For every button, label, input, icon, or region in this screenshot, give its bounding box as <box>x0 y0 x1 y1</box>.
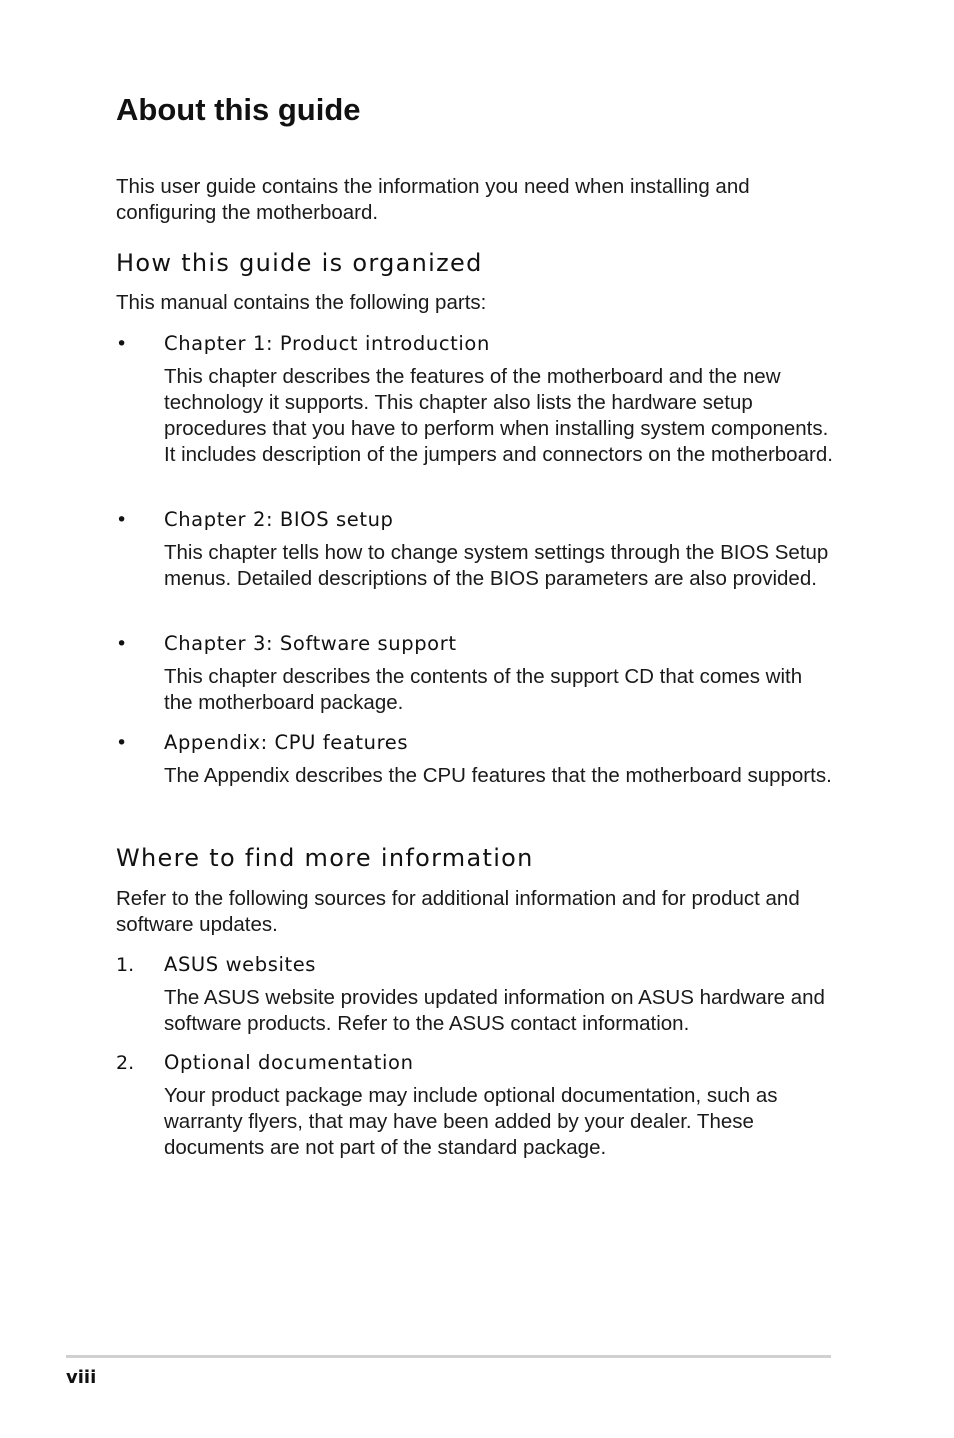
item-description: This chapter describes the features of the motherboard and the new technology it supports. This chapter also lists the hardware setup procedures that you have to perform when installing system components. It includes description of the jumpers and connectors on the motherboard. <box>164 365 833 466</box>
item-description: Your product package may include optional documentation, such as warranty flyers, that may have been added by your dealer. These documents are not part of the standard package. <box>164 1084 778 1159</box>
item-description: This chapter describes the contents of the support CD that comes with the motherboard package. <box>164 665 803 714</box>
page-number: viii <box>66 1367 97 1388</box>
section-heading-organized: How this guide is organized <box>116 249 483 277</box>
item-title: Chapter 1: Product introduction <box>164 332 490 355</box>
item-description: The ASUS website provides updated information on ASUS hardware and software products. Refer to the ASUS contact information. <box>164 986 825 1035</box>
section-heading-more-info: Where to find more information <box>116 844 534 872</box>
more-info-lead: Refer to the following sources for additional information and for product and software updates. <box>116 887 800 936</box>
list-item-optional-documentation <box>116 1049 836 1161</box>
bullet-marker: • <box>116 633 128 655</box>
item-description: The Appendix describes the CPU features that the motherboard supports. <box>164 764 832 787</box>
item-title: Chapter 3: Software support <box>164 632 457 655</box>
page-title: About this guide <box>116 92 361 127</box>
list-item-chapter-3 <box>116 630 836 716</box>
intro-paragraph: This user guide contains the information you need when installing and configuring the motherboard. <box>116 175 750 224</box>
list-item-asus-websites <box>116 951 836 1037</box>
number-marker: 1. <box>116 954 135 976</box>
list-item-chapter-2 <box>116 506 836 592</box>
list-item-chapter-1 <box>116 330 836 468</box>
bullet-marker: • <box>116 509 128 531</box>
bullet-marker: • <box>116 333 128 355</box>
organized-lead: This manual contains the following parts: <box>116 291 487 314</box>
number-marker: 2. <box>116 1052 135 1074</box>
item-title: Optional documentation <box>164 1051 414 1074</box>
item-title: Chapter 2: BIOS setup <box>164 508 394 531</box>
footer-divider <box>66 1355 831 1358</box>
item-description: This chapter tells how to change system settings through the BIOS Setup menus. Detailed descriptions of the BIOS parameters are also provided. <box>164 541 829 590</box>
bullet-marker: • <box>116 732 128 754</box>
item-title: Appendix: CPU features <box>164 731 409 754</box>
list-item-appendix <box>116 729 836 789</box>
item-title: ASUS websites <box>164 953 317 976</box>
